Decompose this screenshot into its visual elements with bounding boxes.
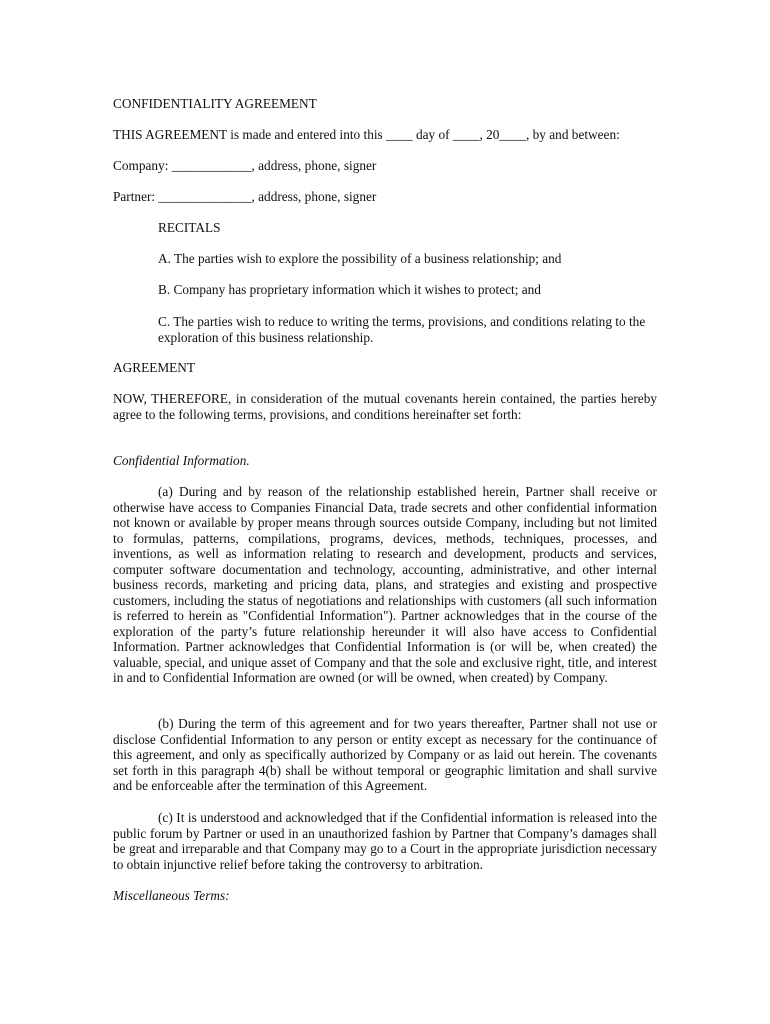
recital-a: A. The parties wish to explore the possibility of a business relationship; and: [158, 251, 562, 266]
paragraph-a: (a) During and by reason of the relationship established herein, Partner shall receive or otherwise have access to Companies Financial Data, trade secrets and other confidential information not known or available by proper means through sources outside Company, including but not limited to formulas, patterns, compilations, programs, devices, methods, techniques, processes, and inventions, as well as information relating to research and development, products and services, computer software documentation and technology, accounting, administrative, and other internal business records, marketing and pricing data, plans, and strategies and existing and prospective customers, including the status of negotiations and relationships with customers (all such information is referred to herein as "Confidential Information"). Partner acknowledges that in the course of the exploration of the party’s future relationship hereunder it will also have access to Confidential Information. Partner acknowledges that Confidential Information is (or will be, when created) the valuable, special, and unique asset of Company and that the sole and exclusive right, title, and interest in and to Confidential Information are owned (or will be owned, when created) by Company.: [113, 484, 657, 685]
company-line: Company: ____________, address, phone, signer: [113, 158, 377, 173]
section-confidential-heading: Confidential Information.: [113, 453, 250, 468]
agreement-text: NOW, THEREFORE, in consideration of the mutual covenants herein contained, the parties hereby agree to the following terms, provisions, and conditions hereinafter set forth:: [113, 391, 657, 422]
paragraph-b: (b) During the term of this agreement and for two years thereafter, Partner shall not use or disclose Confidential Information to any person or entity except as necessary for the continuance of this agreement, and only as specifically authorized by Company or as laid out herein. The covenants set forth in this paragraph 4(b) shall be without temporal or geographic limitation and shall survive and be enforceable after the termination of this Agreement.: [113, 716, 657, 793]
partner-line: Partner: ______________, address, phone, signer: [113, 189, 377, 204]
section-misc-heading: Miscellaneous Terms:: [113, 888, 230, 903]
recitals-heading: RECITALS: [158, 220, 221, 235]
recital-b: B. Company has proprietary information which it wishes to protect; and: [158, 282, 541, 297]
paragraph-c: (c) It is understood and acknowledged that if the Confidential information is released into the public forum by Partner or used in an unauthorized fashion by Partner that Company’s damages shall be great and irreparable and that Company may go to a Court in the appropriate jurisdiction necessary to obtain injunctive relief before taking the controversy to arbitration.: [113, 810, 657, 872]
document-title: CONFIDENTIALITY AGREEMENT: [113, 96, 317, 111]
agreement-heading: AGREEMENT: [113, 360, 195, 375]
intro-line: THIS AGREEMENT is made and entered into this ____ day of ____, 20____, by and between:: [113, 127, 620, 142]
recital-c: C. The parties wish to reduce to writing the terms, provisions, and conditions relating to the exploration of this business relationship.: [158, 314, 646, 345]
